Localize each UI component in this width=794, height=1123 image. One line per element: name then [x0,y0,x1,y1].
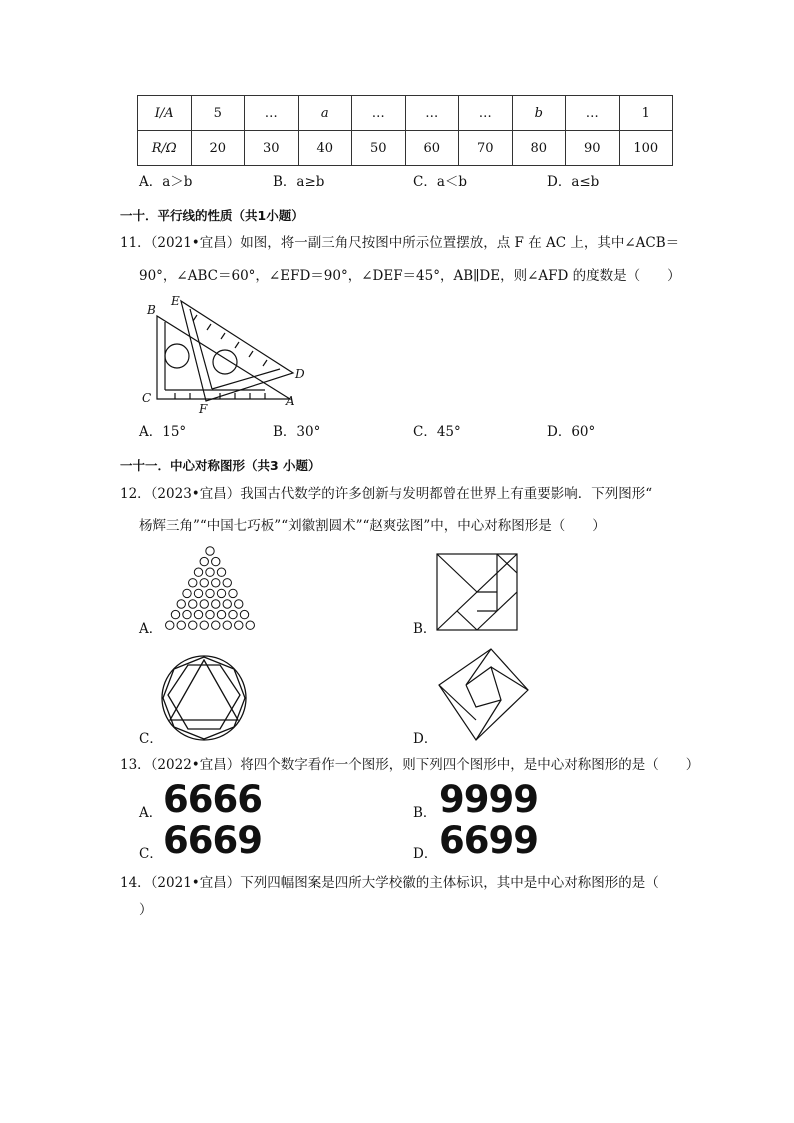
table-cell: 70 [459,131,513,166]
q13-figure-d: 6699 [439,819,538,862]
q11-option-d: D．60° [547,424,596,440]
yanghui-circle [217,568,225,576]
q10-option-b: B．a≥b [273,174,325,190]
yanghui-circle [229,610,237,618]
yanghui-circle [212,579,220,587]
table-cell: 40 [298,131,352,166]
q13-text-line1: 13．（2022•宜昌）将四个数字看作一个图形，则下列四个图形中，是中心对称图形的是（ ） [120,757,700,773]
yanghui-circle [212,600,220,608]
table-cell: 1 [619,96,673,131]
table-cell: … [459,96,513,131]
q14-text-line2: ） [139,902,153,918]
yanghui-circle [189,621,197,629]
triangle-rulers-figure [135,292,315,417]
yanghui-circle [189,600,197,608]
yanghui-circle [206,568,214,576]
table-cell: 30 [245,131,299,166]
q12-text-line1: 12．（2023•宜昌）我国古代数学的许多创新与发明都曾在世界上有重要影响．下列图形“ [120,486,653,502]
label-d: D [295,367,305,381]
yanghui-circle [183,589,191,597]
q12-option-b-label: B． [413,621,437,637]
yanghui-circle [171,610,179,618]
q11-option-b: B．30° [273,424,321,440]
q11-text-line2: 90°，∠ABC＝60°，∠EFD＝90°，∠DEF＝45°，AB∥DE，则∠AFD 的度数是（ ） [139,268,681,284]
yanghui-circle [166,621,174,629]
yanghui-circle [194,589,202,597]
yanghui-circle [194,568,202,576]
yanghui-circle [200,621,208,629]
table-cell: 80 [512,131,566,166]
yanghui-circle [200,579,208,587]
q13-option-a-label: A． [139,805,163,821]
table-cell: … [352,96,406,131]
table-cell: 60 [405,131,459,166]
liuhui-circle-figure [158,653,250,743]
q13-option-b-label: B． [413,805,437,821]
q10-option-d: D．a≤b [547,174,600,190]
table-header-current: I/A [138,96,192,131]
yanghui-circle [223,579,231,587]
table-row [138,131,673,166]
q13-figure-a: 6666 [163,778,262,821]
q11-option-c: C．45° [413,424,461,440]
label-a: A [286,394,295,408]
q10-option-a: A．a＞b [139,174,193,190]
table-cell: 20 [191,131,245,166]
current-resistance-table [137,95,673,166]
yanghui-circle [206,547,214,555]
yanghui-circle [246,621,254,629]
label-e: E [171,294,180,308]
yanghui-circle [177,621,185,629]
table-row [138,96,673,131]
section-heading-central-symmetry: 一十一．中心对称图形（共3 小题） [120,458,321,473]
yanghui-circle [235,600,243,608]
yanghui-circle [217,610,225,618]
yanghui-circle [200,600,208,608]
q11-text-line1: 11．（2021•宜昌）如图，将一副三角尺按图中所示位置摆放，点 F 在 AC 上，其中∠ACB＝ [120,235,680,251]
yanghui-circle [217,589,225,597]
q12-option-d-label: D． [413,731,438,747]
q13-option-c-label: C． [139,846,163,862]
tangram-figure [435,552,519,632]
q14-text-line1: 14．（2021•宜昌）下列四幅图案是四所大学校徽的主体标识，其中是中心对称图形的是（ [120,875,659,891]
yanghui-triangle-figure [158,545,262,635]
table-header-resistance: R/Ω [138,131,192,166]
yanghui-circle [194,610,202,618]
yanghui-circle [235,621,243,629]
q12-option-a-label: A． [139,621,163,637]
yanghui-circle [212,621,220,629]
section-heading-parallel-lines: 一十．平行线的性质（共1小题） [120,208,304,223]
label-f: F [199,402,208,416]
table-cell: … [405,96,459,131]
label-b: B [147,303,156,317]
yanghui-circle [200,557,208,565]
label-c: C [142,391,152,405]
yanghui-circle [240,610,248,618]
yanghui-circle [223,600,231,608]
yanghui-circle [183,610,191,618]
yanghui-circle [177,600,185,608]
q12-text-line2: 杨辉三角”“中国七巧板”“刘徽割圆术”“赵爽弦图”中，中心对称图形是（ ） [139,518,606,534]
table-cell: b [512,96,566,131]
q10-option-c: C．a＜b [413,174,468,190]
zhaoshuang-chord-figure [436,645,532,743]
yanghui-circle [189,579,197,587]
table-cell: a [298,96,352,131]
q12-option-c-label: C． [139,731,163,747]
q13-figure-c: 6669 [163,819,262,862]
table-cell: … [566,96,620,131]
table-cell: 5 [191,96,245,131]
q13-option-d-label: D． [413,846,438,862]
q11-option-a: A．15° [139,424,187,440]
yanghui-circle [206,589,214,597]
table-cell: 50 [352,131,406,166]
q13-figure-b: 9999 [439,778,538,821]
yanghui-circle [229,589,237,597]
table-cell: … [245,96,299,131]
table-cell: 90 [566,131,620,166]
yanghui-circle [223,621,231,629]
yanghui-circle [212,557,220,565]
yanghui-circle [206,610,214,618]
table-cell: 100 [619,131,673,166]
